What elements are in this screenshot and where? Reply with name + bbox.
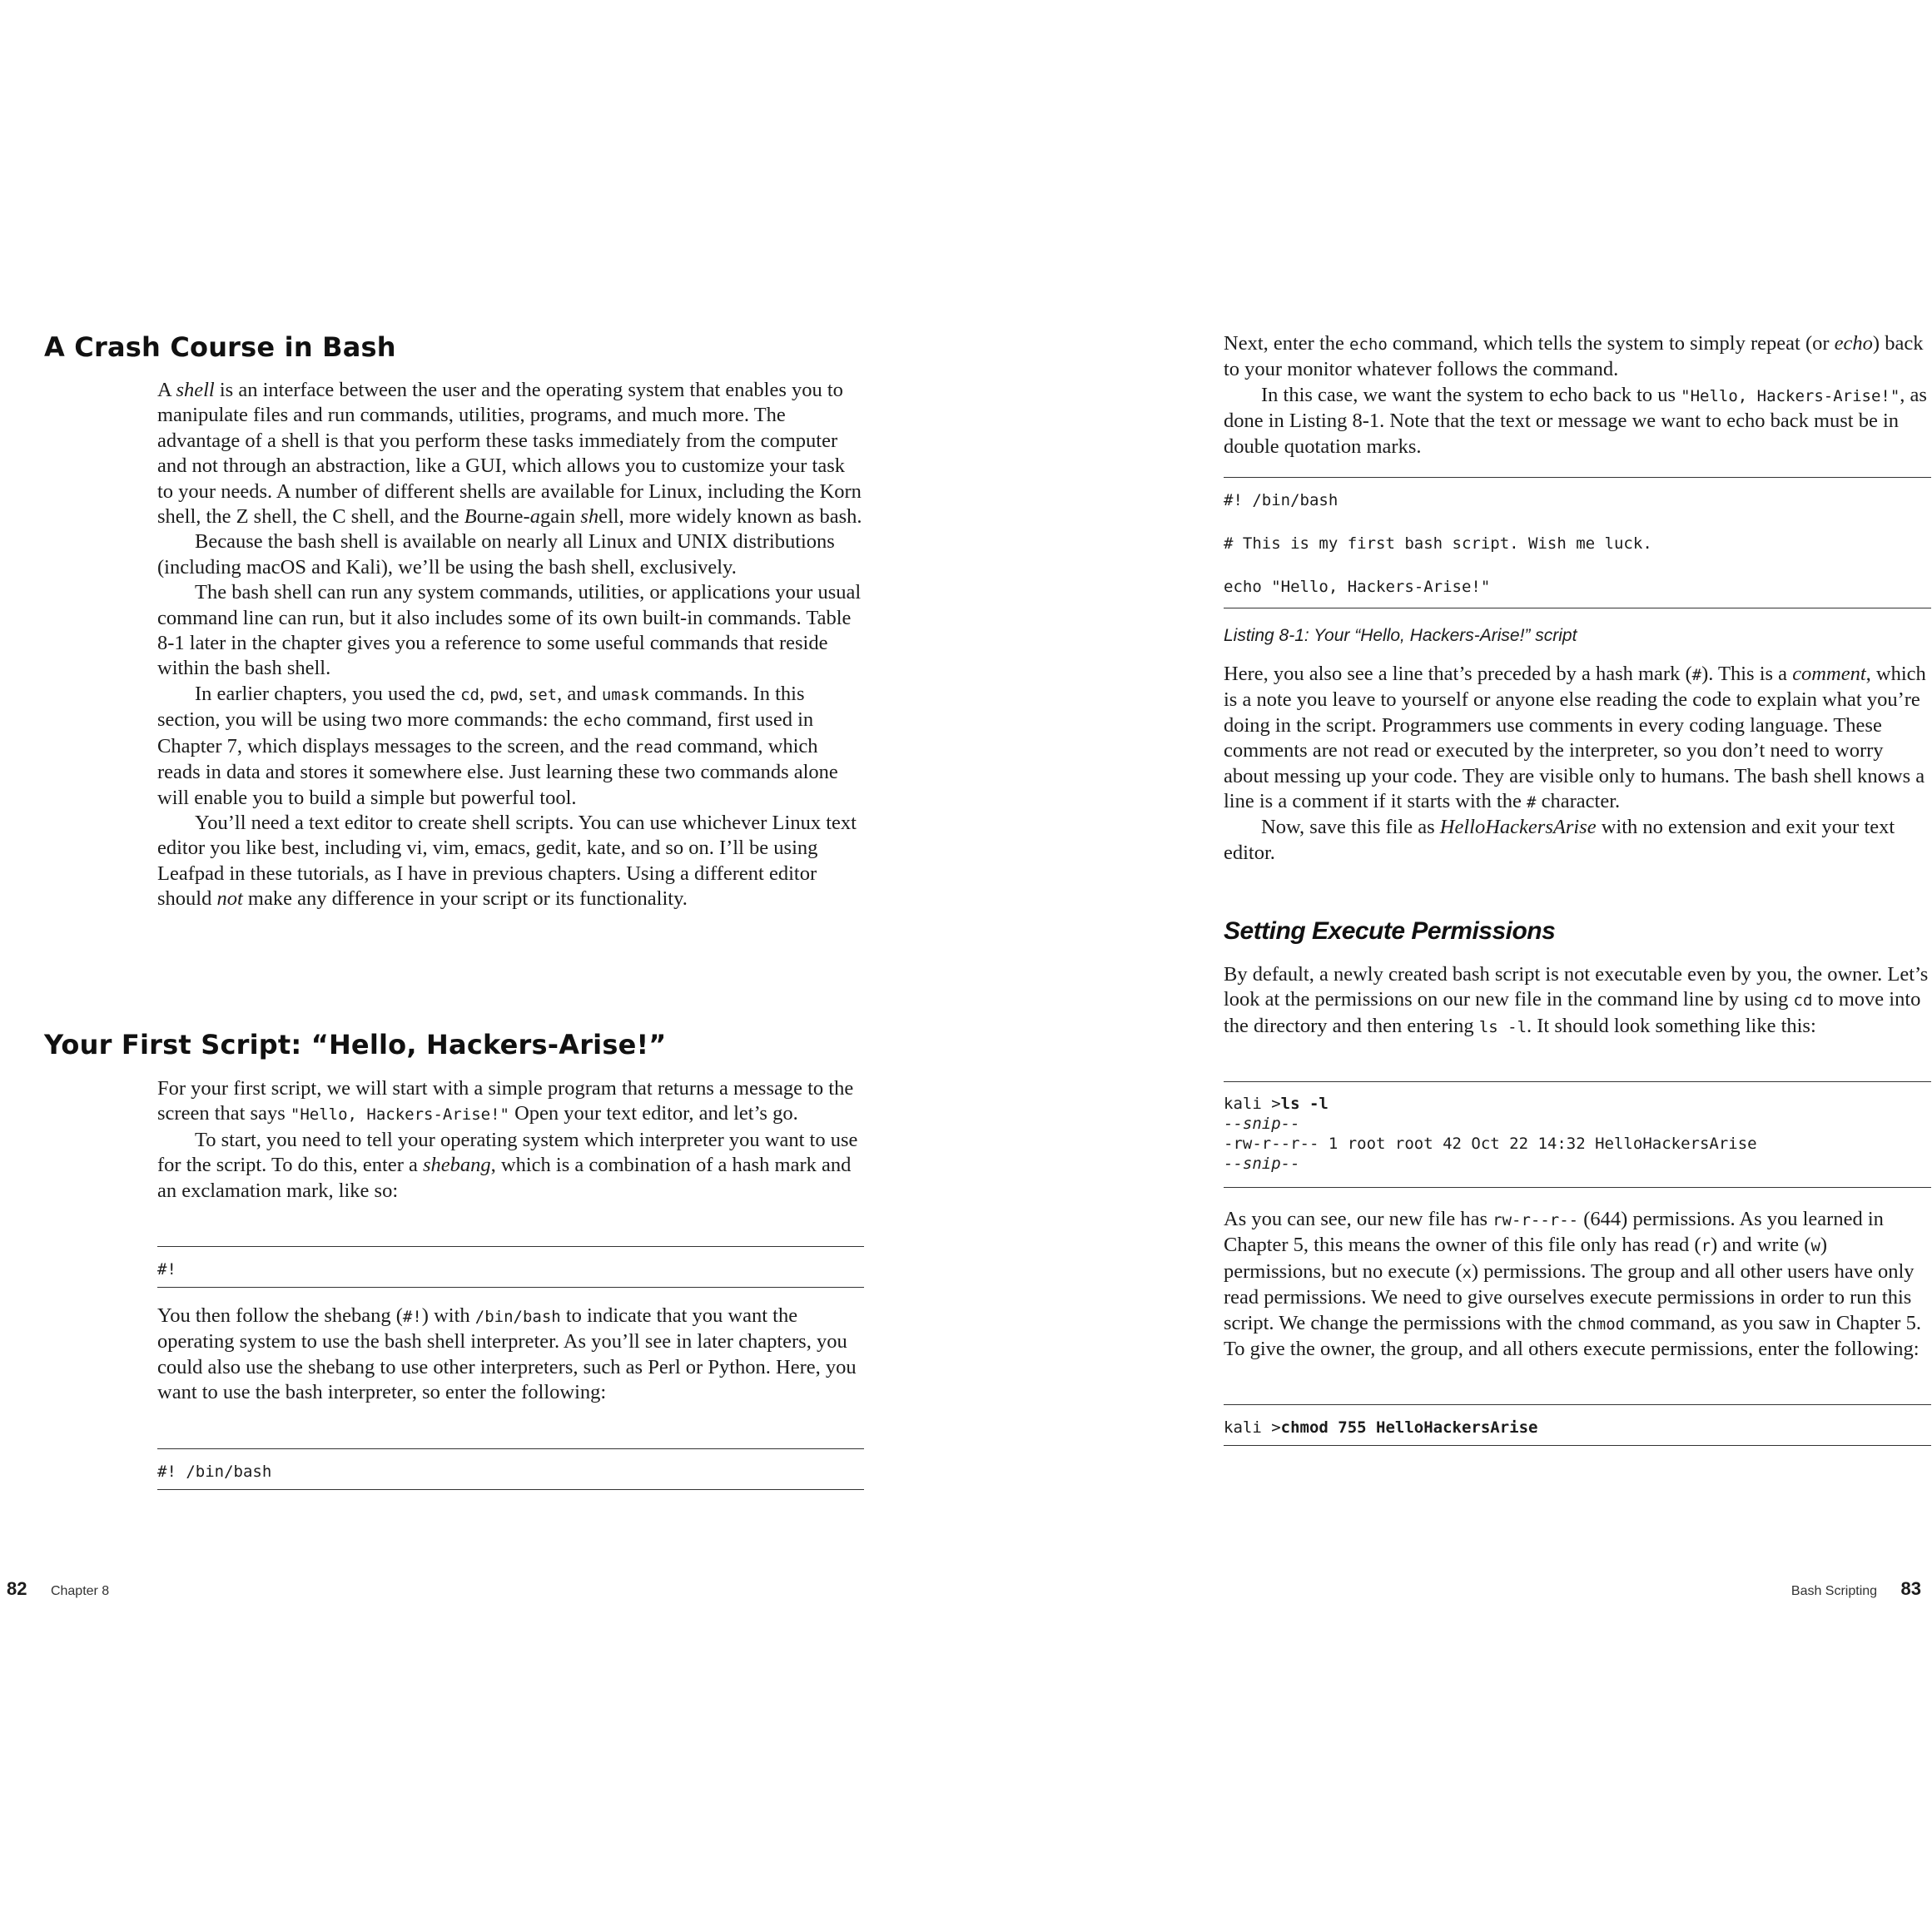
italic-text: HelloHackersArise	[1439, 816, 1597, 839]
code-listing-chmod	[1224, 1404, 1931, 1446]
inline-code: umask	[601, 685, 650, 704]
code-line	[1224, 511, 1931, 533]
paragraph: By default, a newly created bash script is not executable even by you, the owner. Let’s look at the permissions on our new file in the command line by using cd to move into the directory and then entering ls -l. It should look something like this:	[1224, 963, 1929, 1037]
inline-code: read	[633, 738, 673, 757]
paragraph: Because the bash shell is available on nearly all Linux and UNIX distributions (including macOS and Kali), we’ll be using the bash shell, exclusively.	[157, 530, 835, 579]
running-head: Bash Scripting	[1790, 1584, 1878, 1598]
paragraph: The bash shell can run any system commands, utilities, or applications your usual command line can run, but it also includes some of its own built-in commands. Table 8-1 later in the chapter gives you a reference to some useful commands that reside within the bash shell.	[157, 581, 862, 680]
code-listing-bin-bash	[157, 1448, 864, 1490]
body-execute-permissions-a	[1224, 962, 1931, 1040]
paragraph: In this case, we want the system to echo back to us "Hello, Hackers-Arise!", as done in Listing 8-1. Note that the text or message we want to echo back must be in double quotation marks.	[1224, 383, 1927, 458]
inline-code: ls -l	[1478, 1017, 1527, 1036]
italic-text: comment	[1792, 663, 1866, 685]
footer-left	[7, 1578, 109, 1600]
inline-code: cd	[1793, 991, 1813, 1011]
inline-code: echo	[583, 712, 622, 731]
code-listing-8-1	[1224, 477, 1931, 608]
section-heading-first-script: Your First Script: “Hello, Hackers-Arise!”	[44, 1029, 667, 1060]
inline-code: "Hello, Hackers-Arise!"	[1681, 386, 1900, 405]
page-number: 83	[1900, 1578, 1921, 1599]
section-heading-crash-course: A Crash Course in Bash	[44, 331, 396, 363]
right-page	[966, 0, 1932, 1932]
footer-right	[1791, 1578, 1921, 1600]
section-body-first-script-b	[157, 1304, 865, 1406]
inline-code: "Hello, Hackers-Arise!"	[290, 1105, 509, 1125]
page-number: 82	[7, 1578, 27, 1599]
subsection-heading-execute-permissions: Setting Execute Permissions	[1224, 917, 1556, 945]
code-line: kali >ls -l	[1224, 1095, 1329, 1113]
paragraph: For your first script, we will start with a simple program that returns a message to the screen that says "Hello, Hackers-Arise!" Open your text editor, and let’s go.	[157, 1077, 854, 1125]
body-echo-intro	[1224, 331, 1931, 459]
section-body-first-script-a	[157, 1076, 865, 1204]
inline-code: #	[1527, 793, 1537, 812]
italic-text: B	[464, 505, 477, 529]
inline-code: echo	[1349, 335, 1388, 354]
code-listing-ls	[1224, 1081, 1931, 1188]
inline-code: #!	[402, 1308, 422, 1326]
inline-code: set	[528, 685, 558, 704]
paragraph: You then follow the shebang (#!) with /bin/bash to indicate that you want the operating system to use the bash shell interpreter. As you’ll see in later chapters, you could also use the shebang to use other interpreters, such as Perl or Python. Here, you want to use the bash interpreter, so enter the following:	[157, 1304, 857, 1404]
inline-code: /bin/bash	[474, 1308, 561, 1326]
paragraph: You’ll need a text editor to create shell scripts. You can use whichever Linux text editor you like best, including vi, vim, emacs, gedit, kate, and so on. I’ll be using Leafpad in these tutorials, as I have in previous chapters. Using a different editor should not make any difference in your script or its functionality.	[157, 811, 857, 911]
paragraph: In earlier chapters, you used the cd, pwd, set, and umask commands. In this section, you will be using two more commands: the echo command, first used in Chapter 7, which displays messages to the screen, and the read command, which reads in data and stores it somewhere else. Just learning these two commands alone will enable you to build a simple but powerful tool.	[157, 682, 838, 809]
code-line: #! /bin/bash	[157, 1463, 272, 1481]
section-body-crash-course	[157, 378, 865, 912]
code-line: kali >chmod 755 HelloHackersArise	[1224, 1418, 1538, 1437]
inline-code: w	[1810, 1237, 1820, 1256]
paragraph: To start, you need to tell your operating system which interpreter you want to use for the script. To do this, enter a shebang, which is a combination of a hash mark and an exclamation mark, like so:	[157, 1128, 858, 1202]
code-line: # This is my first bash script. Wish me luck.	[1224, 534, 1652, 553]
code-line: echo "Hello, Hackers-Arise!"	[1224, 578, 1491, 596]
code-line: --snip--	[1224, 1115, 1300, 1133]
paragraph: Next, enter the echo command, which tells the system to simply repeat (or echo) back to your monitor whatever follows the command.	[1224, 332, 1924, 381]
paragraph: A shell is an interface between the user and the operating system that enables you to manipulate files and run commands, utilities, programs, and much more. The advantage of a shell is that you perform these tasks immediately from the computer and not through an abstraction, like a GUI, which allows you to customize your task to your needs. A number of different shells are available for Linux, including the Korn shell, the Z shell, the C shell, and the Bourne-again shell, more widely known as bash.	[157, 379, 862, 529]
code-line: --snip--	[1224, 1155, 1300, 1173]
code-line	[1224, 554, 1931, 576]
inline-code: r	[1701, 1237, 1711, 1256]
italic-text: shell	[176, 379, 215, 401]
inline-code: pwd	[489, 685, 519, 704]
paragraph: Here, you also see a line that’s preceded by a hash mark (#). This is a comment, which is a note you leave to yourself or anyone else reading the code to explain what you’re doing in the script. Programmers use comments in every coding language. These comments are not read or executed by the interpreter, so you don’t need to worry about messing up your code. They are visible only to humans. The bash shell knows a line is a comment if it starts with the # character.	[1224, 663, 1926, 813]
inline-code: chmod	[1577, 1314, 1626, 1334]
paragraph: Now, save this file as HelloHackersArise with no extension and exit your text editor.	[1224, 816, 1895, 864]
code-line: -rw-r--r-- 1 root root 42 Oct 22 14:32 HelloHackersArise	[1224, 1135, 1757, 1153]
italic-text: echo	[1834, 332, 1873, 355]
italic-text: a	[529, 505, 540, 529]
code-line: #! /bin/bash	[1224, 491, 1338, 509]
body-execute-permissions-b	[1224, 1207, 1931, 1362]
italic-text: shebang	[422, 1154, 491, 1177]
inline-code: #	[1691, 666, 1702, 684]
inline-code: cd	[460, 685, 479, 704]
inline-code: x	[1462, 1263, 1472, 1282]
inline-code: rw-r--r--	[1492, 1211, 1579, 1229]
paragraph: As you can see, our new file has rw-r--r-- (644) permissions. As you learned in Chapter 5, this means the owner of this file only has read (r) and write (w) permissions, but no execute (x) permissions. The group and all other users have only read permissions. We need to give ourselves execute permissions in order to run this script. We change the permissions with the chmod command, as you saw in Chapter 5. To give the owner, the group, and all others execute permissions, enter the following:	[1224, 1208, 1921, 1361]
running-head: Chapter 8	[50, 1584, 110, 1598]
code-listing-shebang	[157, 1246, 864, 1288]
italic-text: not	[216, 887, 243, 911]
body-comment-explanation	[1224, 662, 1931, 866]
italic-text: sh	[580, 505, 599, 529]
code-line: #!	[157, 1260, 176, 1279]
listing-caption: Listing 8-1: Your “Hello, Hackers-Arise!” script	[1224, 626, 1577, 645]
